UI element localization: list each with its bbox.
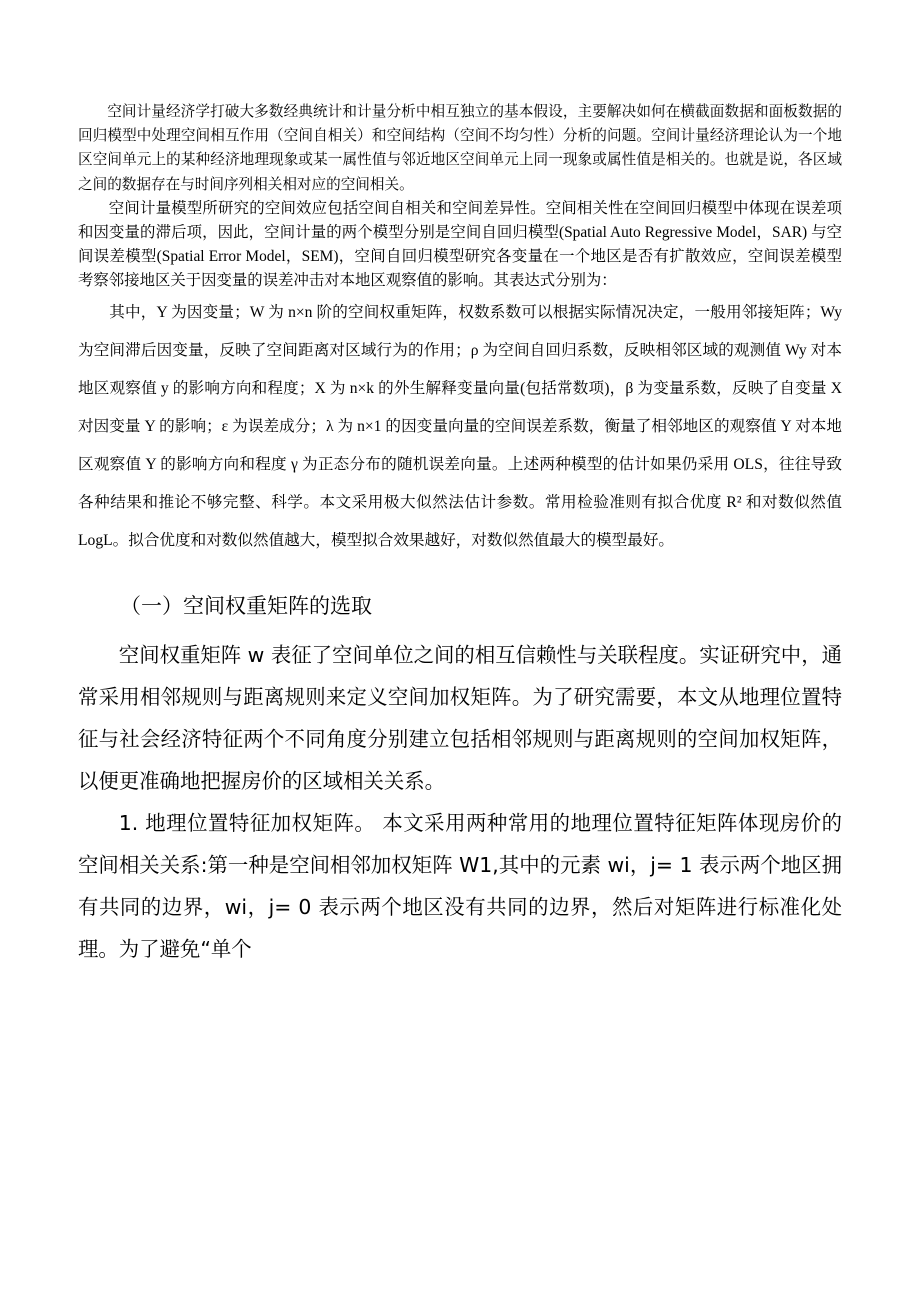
paragraph-weight-matrix-desc: 空间权重矩阵 w 表征了空间单位之间的相互信赖性与关联程度。实证研究中，通常采用相邻规则与距离规则来定义空间加权矩阵。为了研究需要，本文从地理位置特征与社会经济特征两个不同角度分别建立包括相邻规则与距离规则的空间加权矩阵，以便更准确地把握房价的区域相关关系。 <box>78 642 842 793</box>
section-heading-weight-matrix: （一）空间权重矩阵的选取 <box>120 593 372 618</box>
document-body <box>78 100 842 970</box>
paragraph-spatial-effects: 空间计量模型所研究的空间效应包括空间自相关和空间差异性。空间相关性在空间回归模型中体现在误差项和因变量的滞后项，因此，空间计量的两个模型分别是空间自回归模型(Spatial Auto Regressive Model，SAR) 与空间误差模型(Spatial Error Model，SEM)，空间自回归模型研究各变量在一个地区是否有扩散效应，空间误差模型考察邻接地区关于因变量的误差冲击对本地区观察值的影响。其表达式分别为： <box>78 199 842 290</box>
paragraph-geo-feature-matrix: 1. 地理位置特征加权矩阵。 本文采用两种常用的地理位置特征矩阵体现房价的空间相关关系:第一种是空间相邻加权矩阵 W1,其中的元素 wi，j= 1 表示两个地区拥有共同的边界，wi，j= 0 表示两个地区没有共同的边界，然后对矩阵进行标准化处理。为了避免“单个 <box>78 810 842 961</box>
paragraph-intro: 空间计量经济学打破大多数经典统计和计量分析中相互独立的基本假设，主要解决如何在横截面数据和面板数据的回归模型中处理空间相互作用（空间自相关）和空间结构（空间不均匀性）分析的问题。空间计量经济理论认为一个地区空间单元上的某种经济地理现象或某一属性值与邻近地区空间单元上同一现象或属性值是相关的。也就是说，各区域之间的数据存在与时间序列相关相对应的空间相关。 <box>78 103 842 193</box>
paragraph-variable-definitions: 其中，Y 为因变量；W 为 n×n 阶的空间权重矩阵，权数系数可以根据实际情况决定，一般用邻接矩阵；Wy 为空间滞后因变量，反映了空间距离对区域行为的作用；ρ 为空间自回归系数，反映相邻区域的观测值 Wy 对本地区观察值 y 的影响方向和程度；X 为 n×k 的外生解释变量向量(包括常数项)，β 为变量系数，反映了自变量 X 对因变量 Y 的影响；ε 为误差成分；λ 为 n×1 的因变量向量的空间误差系数，衡量了相邻地区的观察值 Y 对本地区观察值 Y 的影响方向和程度 γ 为正态分布的随机误差向量。上述两种模型的估计如果仍采用 OLS，往往导致各种结果和推论不够完整、科学。本文采用极大似然法估计参数。常用检验准则有拟合优度 R² 和对数似然值 LogL。拟合优度和对数似然值越大，模型拟合效果越好，对数似然值最大的模型最好。 <box>78 303 842 549</box>
